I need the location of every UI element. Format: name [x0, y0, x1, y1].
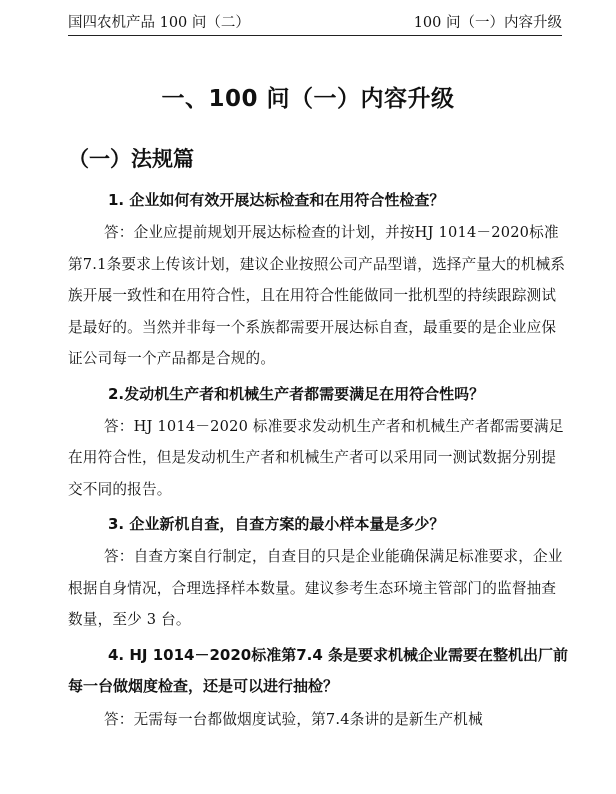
answer-2: 答：HJ 1014－2020 标准要求发动机生产者和机械生产者都需要满足在用符合性，但是发动机生产者和机械生产者可以采用同一测试数据分别提交不同的报告。	[68, 417, 564, 498]
header-right-text: 100 问（一）内容升级	[413, 15, 562, 31]
answer-3: 答：自查方案自行制定，自查目的只是企业能确保满足标准要求，企业根据自身情况，合理选择样本数量。建议参考生态环境主管部门的监督抽查数量，至少 3 台。	[68, 548, 563, 628]
section-title: （一）法规篇	[68, 147, 194, 171]
answer-4: 答：无需每一台都做烟度试验，第7.4条讲的是新生产机械	[104, 710, 483, 728]
question-3: 3. 企业新机自查，自查方案的最小样本量是多少？	[108, 515, 445, 533]
question-4: 4. HJ 1014－2020标准第7.4 条是要求机械企业需要在整机出厂前每一台做烟度检查，还是可以进行抽检？	[68, 645, 569, 695]
qa-content	[68, 185, 568, 739]
question-1: 1. 企业如何有效开展达标检查和在用符合性检查？	[108, 191, 445, 209]
question-2: 2.发动机生产者和机械生产者都需要满足在用符合性吗？	[108, 384, 485, 403]
page-title: 一、100 问（一）内容升级	[161, 86, 455, 112]
header-left-text: 国四农机产品 100 问（二）	[68, 15, 250, 31]
answer-1: 答：企业应提前规划开展达标检查的计划，并按HJ 1014－2020标准第7.1条要求上传该计划，建议企业按照公司产品型谱，选择产量大的机械系族开展一致性和在用符合性，且在用符合性能做同一批机型的持续跟踪测试是最好的。当然并非每一个系族都需要开展达标自查，最重要的是企业应保证公司每一个产品都是合规的。	[68, 224, 566, 367]
page-header	[68, 10, 562, 36]
